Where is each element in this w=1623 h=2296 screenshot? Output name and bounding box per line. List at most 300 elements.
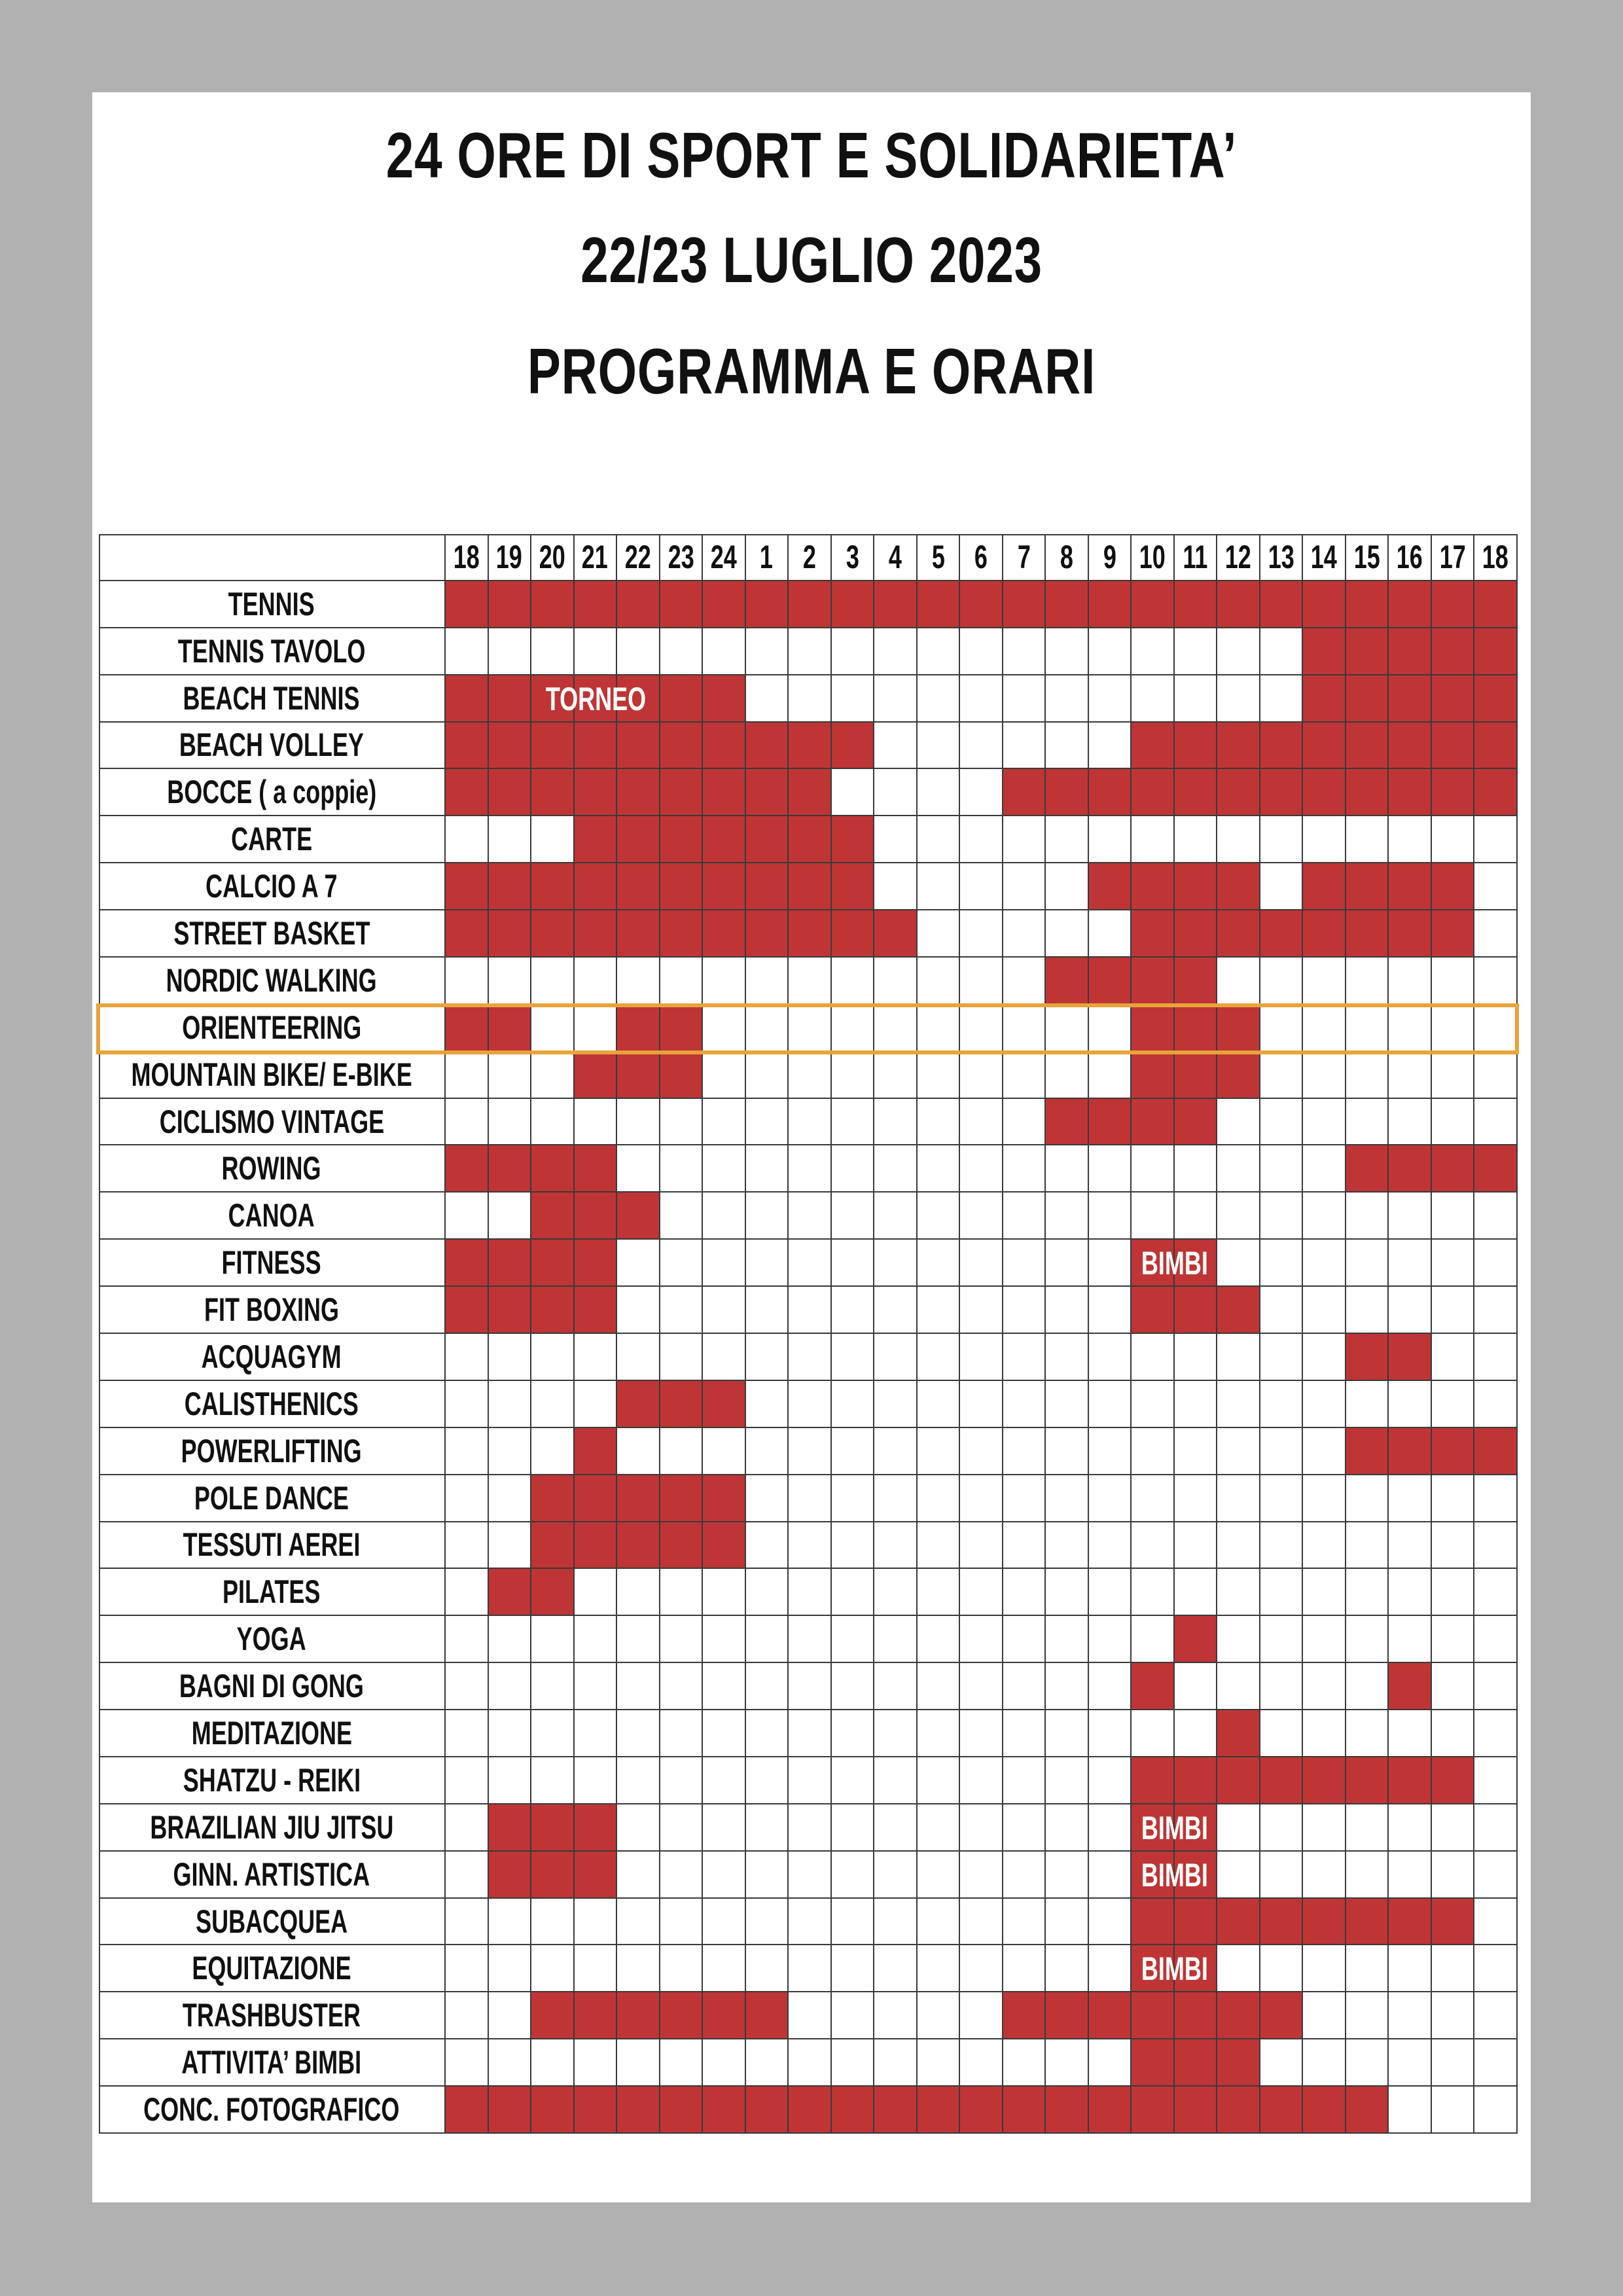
schedule-cell-empty (874, 675, 918, 723)
schedule-cell-active (832, 2087, 875, 2134)
schedule-cell-empty (1003, 1240, 1046, 1287)
schedule-cell-active (832, 816, 875, 863)
schedule-cell-empty (874, 1569, 918, 1616)
hour-header-cell: 6 (960, 534, 1003, 581)
schedule-cell-empty (1389, 1852, 1432, 1899)
schedule-cell-active (1303, 769, 1346, 816)
schedule-cell-empty (832, 958, 875, 1005)
schedule-cell-empty (789, 1145, 832, 1193)
activity-name: CARTE (231, 821, 312, 858)
schedule-cell-empty (918, 1757, 961, 1804)
hour-header-cell: 20 (531, 534, 575, 581)
schedule-cell-empty (918, 1334, 961, 1381)
schedule-cell-active (660, 816, 704, 863)
schedule-cell-empty (960, 1852, 1003, 1899)
schedule-cell-active (1175, 1099, 1218, 1146)
schedule-span-label: TORNEO (545, 680, 646, 717)
schedule-span-label: BIMBI (1141, 1245, 1208, 1282)
schedule-cell-empty (1346, 1522, 1389, 1570)
schedule-cell-empty (703, 1804, 746, 1852)
schedule-cell-empty (1132, 1428, 1175, 1475)
schedule-cell-active (575, 675, 618, 723)
schedule-cell-empty (1432, 1804, 1475, 1852)
schedule-cell-empty (617, 1757, 660, 1804)
schedule-cell-active (617, 1005, 660, 1052)
schedule-cell-empty (446, 1616, 489, 1663)
schedule-cell-active (1132, 958, 1175, 1005)
schedule-cell-empty (960, 1475, 1003, 1522)
schedule-cell-empty (1046, 628, 1089, 675)
schedule-cell-active (489, 769, 532, 816)
activity-name-cell (99, 1899, 446, 1946)
schedule-cell-empty (746, 1240, 789, 1287)
schedule-cell-empty (617, 1569, 660, 1616)
schedule-cell-active (489, 1852, 532, 1899)
activity-name-cell (99, 816, 446, 863)
schedule-cell-empty (1389, 1287, 1432, 1334)
schedule-cell-active (746, 910, 789, 958)
schedule-cell-empty (960, 1522, 1003, 1570)
schedule-cell-empty (832, 1287, 875, 1334)
schedule-cell-empty (1003, 1899, 1046, 1946)
activity-name-cell (99, 1475, 446, 1522)
schedule-cell-empty (746, 1804, 789, 1852)
schedule-cell-empty (660, 1899, 704, 1946)
schedule-cell-empty (832, 1334, 875, 1381)
schedule-cell-empty (960, 628, 1003, 675)
schedule-cell-empty (1175, 1381, 1218, 1428)
schedule-cell-active (1175, 769, 1218, 816)
schedule-cell-empty (874, 1945, 918, 1992)
activity-name: ACQUAGYM (202, 1338, 342, 1375)
schedule-cell-empty (531, 1945, 575, 1992)
schedule-cell-empty (1432, 1287, 1475, 1334)
schedule-cell-empty (874, 1475, 918, 1522)
schedule-cell-active (1132, 2087, 1175, 2134)
schedule-cell-empty (874, 1052, 918, 1099)
schedule-cell-empty (960, 1569, 1003, 1616)
schedule-cell-active (446, 675, 489, 723)
schedule-cell-empty (918, 1287, 961, 1334)
schedule-cell-active (703, 581, 746, 628)
schedule-cell-active (575, 1522, 618, 1570)
schedule-cell-empty (1003, 1804, 1046, 1852)
schedule-cell-active (489, 581, 532, 628)
schedule-cell-empty (1303, 1663, 1346, 1710)
activity-name: NORDIC WALKING (166, 961, 377, 999)
schedule-cell-empty (575, 1663, 618, 1710)
activity-name: FIT BOXING (204, 1291, 339, 1329)
schedule-cell-active (1089, 1099, 1132, 1146)
schedule-cell-empty (1346, 1381, 1389, 1428)
schedule-cell-empty (874, 1663, 918, 1710)
schedule-cell-empty (1346, 1052, 1389, 1099)
schedule-cell-empty (874, 1099, 918, 1146)
schedule-cell-empty (1089, 1804, 1132, 1852)
schedule-cell-empty (1346, 2039, 1389, 2087)
schedule-cell-empty (660, 1852, 704, 1899)
schedule-cell-empty (446, 1052, 489, 1099)
schedule-cell-empty (1046, 1852, 1089, 1899)
schedule-cell-empty (617, 1899, 660, 1946)
schedule-cell-empty (1303, 958, 1346, 1005)
schedule-cell-empty (746, 1757, 789, 1804)
schedule-cell-empty (832, 769, 875, 816)
schedule-cell-active (617, 1052, 660, 1099)
schedule-cell-empty (918, 1852, 961, 1899)
schedule-cell-empty (1474, 1240, 1518, 1287)
schedule-cell-empty (1303, 816, 1346, 863)
hour-header-cell: 18 (1474, 534, 1518, 581)
schedule-cell-empty (918, 628, 961, 675)
schedule-cell-empty (1132, 1522, 1175, 1570)
schedule-cell-empty (832, 1475, 875, 1522)
schedule-cell-empty (832, 1193, 875, 1240)
schedule-cell-empty (918, 1193, 961, 1240)
schedule-cell-empty (746, 1899, 789, 1946)
schedule-cell-empty (1474, 1852, 1518, 1899)
schedule-cell-active (1474, 723, 1518, 770)
schedule-cell-empty (1175, 628, 1218, 675)
schedule-cell-active (1346, 1757, 1389, 1804)
schedule-cell-empty (1046, 1475, 1089, 1522)
hour-header-cell: 4 (874, 534, 918, 581)
schedule-cell-empty (1132, 816, 1175, 863)
schedule-cell-empty (1260, 1240, 1304, 1287)
schedule-cell-empty (1346, 1945, 1389, 1992)
schedule-cell-empty (746, 1052, 789, 1099)
schedule-cell-empty (1175, 1475, 1218, 1522)
schedule-cell-empty (1003, 1522, 1046, 1570)
schedule-span-label: BIMBI (1141, 1809, 1208, 1846)
schedule-cell-active (746, 816, 789, 863)
schedule-cell-empty (489, 958, 532, 1005)
schedule-cell-empty (918, 675, 961, 723)
schedule-cell-empty (446, 1663, 489, 1710)
schedule-cell-empty (703, 1428, 746, 1475)
activity-name: STREET BASKET (173, 914, 370, 952)
schedule-cell-active (489, 1569, 532, 1616)
schedule-cell-active (1175, 2039, 1218, 2087)
schedule-cell-empty (1432, 1992, 1475, 2039)
schedule-cell-empty (874, 769, 918, 816)
schedule-cell-empty (1003, 2039, 1046, 2087)
schedule-cell-empty (832, 2039, 875, 2087)
schedule-cell-active (1132, 1663, 1175, 1710)
schedule-cell-active (1217, 581, 1260, 628)
schedule-cell-empty (446, 1522, 489, 1570)
schedule-cell-empty (446, 1992, 489, 2039)
schedule-cell-empty (1260, 1804, 1304, 1852)
schedule-cell-empty (746, 1616, 789, 1663)
schedule-cell-active (617, 723, 660, 770)
activity-name-cell (99, 1616, 446, 1663)
hour-header-cell: 16 (1389, 534, 1432, 581)
schedule-cell-empty (746, 1475, 789, 1522)
schedule-cell-active (1175, 1992, 1218, 2039)
schedule-cell-empty (874, 628, 918, 675)
schedule-cell-active (1046, 2087, 1089, 2134)
schedule-cell-empty (1303, 1992, 1346, 2039)
schedule-cell-active (1432, 863, 1475, 910)
activity-name: BEACH TENNIS (183, 679, 361, 717)
schedule-cell-active (660, 1992, 704, 2039)
schedule-cell-active (1432, 1145, 1475, 1193)
schedule-cell-empty (1474, 1663, 1518, 1710)
hour-header-cell: 9 (1089, 534, 1132, 581)
schedule-cell-empty (1217, 816, 1260, 863)
schedule-cell-active (1389, 1334, 1432, 1381)
schedule-cell-active (746, 581, 789, 628)
schedule-cell-empty (960, 1052, 1003, 1099)
schedule-cell-active (1046, 1099, 1089, 1146)
schedule-cell-empty (1046, 1945, 1089, 1992)
schedule-cell-empty (789, 1899, 832, 1946)
activity-name: ATTIVITA’ BIMBI (181, 2044, 362, 2081)
schedule-cell-empty (1003, 1569, 1046, 1616)
schedule-cell-empty (1303, 1287, 1346, 1334)
schedule-cell-active (1346, 723, 1389, 770)
schedule-cell-empty (1389, 1522, 1432, 1570)
schedule-cell-empty (1003, 910, 1046, 958)
schedule-cell-empty (1389, 1616, 1432, 1663)
schedule-cell-empty (1432, 1099, 1475, 1146)
schedule-cell-empty (1217, 1616, 1260, 1663)
activity-name: YOGA (236, 1621, 307, 1658)
schedule-cell-empty (832, 675, 875, 723)
schedule-cell-active (617, 675, 660, 723)
schedule-cell-empty (1003, 628, 1046, 675)
schedule-cell-empty (1175, 1663, 1218, 1710)
schedule-cell-active (1132, 581, 1175, 628)
schedule-cell-active (1089, 1992, 1132, 2039)
schedule-cell-active (1346, 628, 1389, 675)
schedule-cell-empty (1474, 1193, 1518, 1240)
schedule-cell-empty (960, 1945, 1003, 1992)
schedule-cell-empty (1046, 1052, 1089, 1099)
schedule-cell-empty (1003, 1193, 1046, 1240)
schedule-cell-active (489, 863, 532, 910)
activity-name-cell (99, 2087, 446, 2134)
schedule-cell-empty (575, 958, 618, 1005)
schedule-cell-active (1175, 1005, 1218, 1052)
schedule-cell-empty (1346, 1710, 1389, 1757)
schedule-cell-active (617, 2087, 660, 2134)
schedule-cell-empty (1003, 863, 1046, 910)
schedule-cell-empty (1132, 1616, 1175, 1663)
schedule-cell-active (489, 1145, 532, 1193)
schedule-cell-empty (1217, 675, 1260, 723)
schedule-cell-active (1346, 1334, 1389, 1381)
schedule-cell-empty (874, 1005, 918, 1052)
schedule-cell-empty (1303, 1852, 1346, 1899)
schedule-cell-active (660, 1052, 704, 1099)
schedule-cell-empty (1432, 1710, 1475, 1757)
schedule-cell-empty (832, 1569, 875, 1616)
activity-name-cell (99, 2039, 446, 2087)
schedule-cell-empty (1303, 1616, 1346, 1663)
schedule-cell-empty (575, 1710, 618, 1757)
activity-name-cell (99, 1193, 446, 1240)
schedule-cell-active (703, 1522, 746, 1570)
schedule-cell-empty (1089, 675, 1132, 723)
schedule-cell-empty (960, 1005, 1003, 1052)
schedule-cell-empty (746, 675, 789, 723)
schedule-cell-empty (874, 958, 918, 1005)
schedule-cell-empty (874, 1757, 918, 1804)
schedule-cell-empty (1474, 1569, 1518, 1616)
schedule-cell-empty (660, 1804, 704, 1852)
schedule-cell-empty (1003, 1145, 1046, 1193)
activity-name: BAGNI DI GONG (179, 1668, 365, 1705)
schedule-cell-empty (489, 1663, 532, 1710)
schedule-cell-empty (1432, 1616, 1475, 1663)
schedule-cell-empty (1432, 1852, 1475, 1899)
schedule-cell-active (617, 581, 660, 628)
schedule-cell-empty (1432, 958, 1475, 1005)
schedule-cell-active (617, 769, 660, 816)
schedule-cell-empty (1303, 1381, 1346, 1428)
schedule-cell-active (1217, 910, 1260, 958)
schedule-cell-empty (1089, 1381, 1132, 1428)
schedule-cell-empty (1003, 723, 1046, 770)
schedule-cell-empty (1217, 1145, 1260, 1193)
schedule-cell-empty (1474, 1099, 1518, 1146)
schedule-cell-empty (1046, 910, 1089, 958)
schedule-cell-empty (531, 2039, 575, 2087)
activity-name-cell (99, 1710, 446, 1757)
schedule-cell-empty (531, 1616, 575, 1663)
schedule-cell-active (1217, 1899, 1260, 1946)
schedule-cell-empty (1389, 1992, 1432, 2039)
schedule-cell-empty (746, 1005, 789, 1052)
schedule-cell-empty (489, 1899, 532, 1946)
schedule-cell-active (489, 1240, 532, 1287)
schedule-cell-empty (617, 1852, 660, 1899)
schedule-cell-empty (832, 1145, 875, 1193)
schedule-cell-active (1175, 723, 1218, 770)
schedule-cell-empty (489, 1334, 532, 1381)
schedule-cell-empty (789, 1757, 832, 1804)
schedule-cell-empty (789, 675, 832, 723)
schedule-cell-empty (446, 628, 489, 675)
schedule-cell-empty (489, 1475, 532, 1522)
schedule-cell-active (446, 1240, 489, 1287)
activity-name: ORIENTEERING (181, 1009, 362, 1046)
schedule-cell-active (531, 1569, 575, 1616)
schedule-cell-empty (1260, 1334, 1304, 1381)
schedule-cell-active (1389, 769, 1432, 816)
schedule-cell-empty (1389, 2087, 1432, 2134)
schedule-cell-active (1432, 1899, 1475, 1946)
schedule-cell-active (1175, 581, 1218, 628)
schedule-cell-active (1432, 581, 1475, 628)
schedule-cell-active (1389, 1899, 1432, 1946)
schedule-cell-empty (1089, 1005, 1132, 1052)
schedule-cell-active (1217, 863, 1260, 910)
activity-name: EQUITAZIONE (192, 1950, 351, 1987)
schedule-cell-empty (531, 628, 575, 675)
schedule-cell-active (1389, 1757, 1432, 1804)
schedule-cell-empty (1132, 1334, 1175, 1381)
schedule-cell-empty (832, 1240, 875, 1287)
schedule-cell-empty (1003, 1475, 1046, 1522)
schedule-cell-empty (1217, 1099, 1260, 1146)
schedule-cell-empty (789, 1569, 832, 1616)
schedule-cell-empty (1432, 2087, 1475, 2134)
schedule-cell-active (703, 816, 746, 863)
schedule-cell-empty (1389, 1240, 1432, 1287)
schedule-cell-empty (1260, 1569, 1304, 1616)
schedule-cell-empty (1346, 1992, 1389, 2039)
schedule-cell-empty (489, 1428, 532, 1475)
schedule-cell-active (575, 1193, 618, 1240)
schedule-cell-active (1432, 675, 1475, 723)
schedule-cell-empty (918, 1804, 961, 1852)
schedule-cell-active (660, 910, 704, 958)
schedule-cell-empty (660, 1663, 704, 1710)
activity-name-cell (99, 958, 446, 1005)
schedule-cell-empty (703, 1005, 746, 1052)
schedule-cell-empty (832, 1428, 875, 1475)
schedule-cell-empty (531, 1710, 575, 1757)
schedule-cell-active (746, 2087, 789, 2134)
schedule-cell-empty (832, 1899, 875, 1946)
activity-name: MEDITAZIONE (191, 1714, 352, 1751)
schedule-cell-empty (918, 2039, 961, 2087)
schedule-cell-empty (1175, 1334, 1218, 1381)
schedule-cell-active (832, 863, 875, 910)
schedule-cell-empty (960, 816, 1003, 863)
schedule-cell-empty (832, 1099, 875, 1146)
schedule-cell-active (575, 1852, 618, 1899)
schedule-cell-empty (1303, 1193, 1346, 1240)
schedule-cell-active (617, 910, 660, 958)
schedule-cell-empty (874, 2039, 918, 2087)
schedule-cell-empty (874, 1852, 918, 1899)
schedule-cell-empty (1432, 1381, 1475, 1428)
schedule-cell-empty (789, 1005, 832, 1052)
schedule-cell-active (1474, 1145, 1518, 1193)
schedule-cell-active (1003, 769, 1046, 816)
schedule-cell-active (1132, 769, 1175, 816)
activity-name-cell (99, 1334, 446, 1381)
schedule-cell-empty (832, 1710, 875, 1757)
activity-name: CANOA (228, 1197, 315, 1234)
schedule-cell-empty (789, 1992, 832, 2039)
schedule-cell-empty (1217, 1663, 1260, 1710)
title-line-2: 22/23 LUGLIO 2023 (580, 224, 1043, 296)
activity-name-cell (99, 1945, 446, 1992)
schedule-cell-empty (531, 958, 575, 1005)
schedule-cell-empty (1217, 1334, 1260, 1381)
activity-name: TRASHBUSTER (182, 1997, 361, 2034)
activity-name: CALISTHENICS (184, 1385, 359, 1422)
schedule-cell-empty (575, 1005, 618, 1052)
schedule-cell-empty (874, 1145, 918, 1193)
activity-name: PILATES (223, 1573, 321, 1611)
schedule-cell-empty (918, 1052, 961, 1099)
schedule-cell-empty (617, 1428, 660, 1475)
schedule-cell-empty (446, 1099, 489, 1146)
schedule-cell-empty (1132, 1710, 1175, 1757)
schedule-cell-empty (1003, 1710, 1046, 1757)
schedule-cell-active (1389, 910, 1432, 958)
schedule-cell-active (918, 581, 961, 628)
hour-header-cell: 15 (1346, 534, 1389, 581)
schedule-cell-empty (1474, 1005, 1518, 1052)
schedule-cell-active (1303, 581, 1346, 628)
